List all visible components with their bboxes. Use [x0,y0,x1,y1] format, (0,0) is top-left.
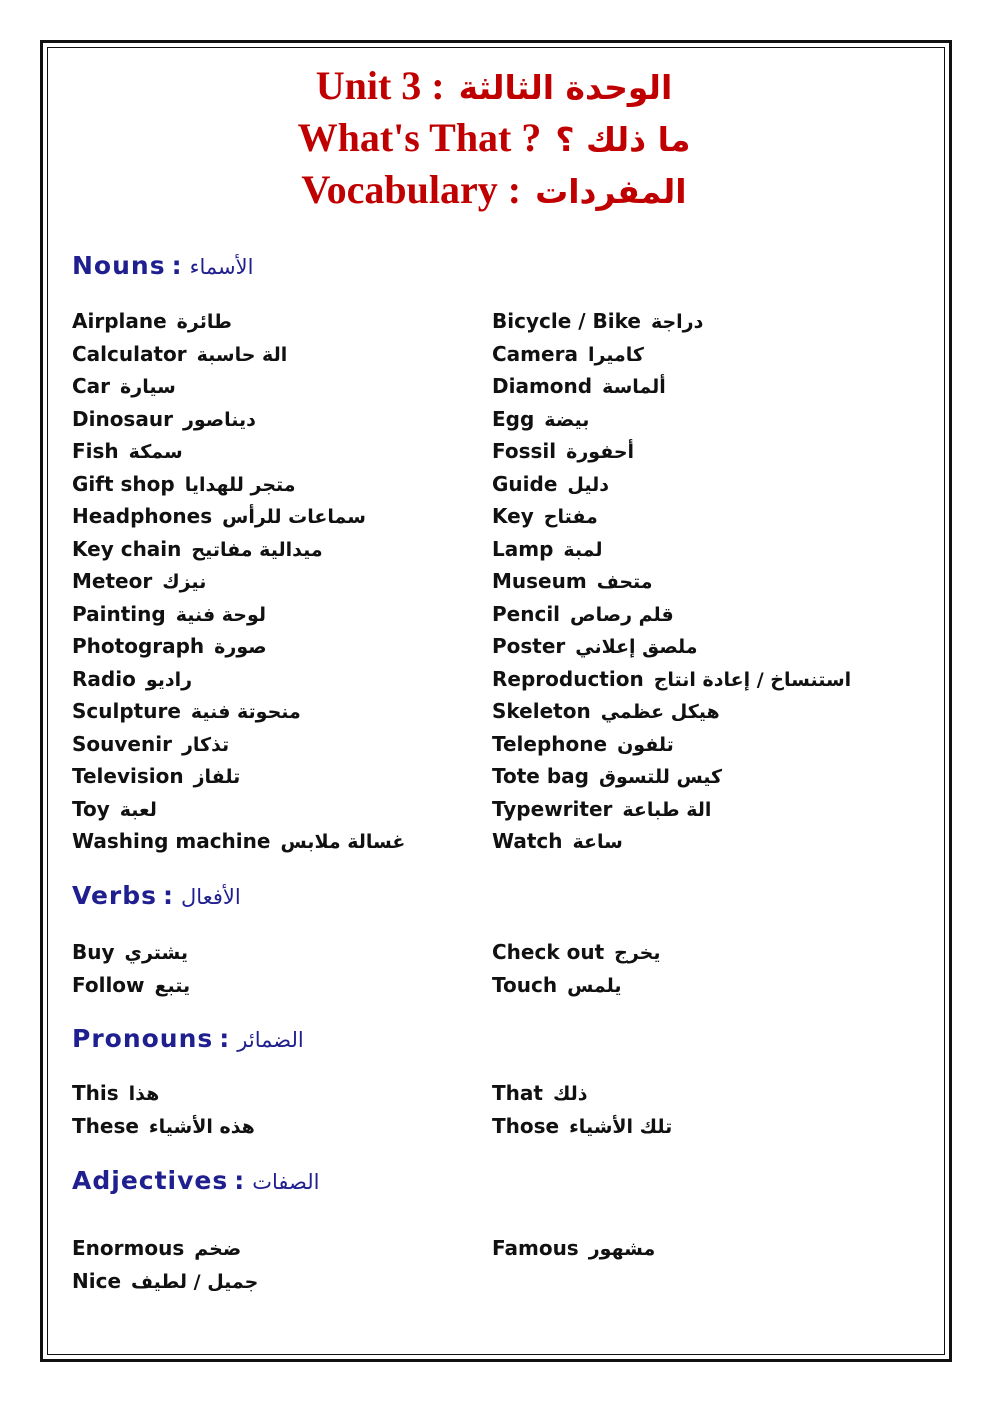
vocab-row [492,533,851,566]
vocab-word-en: Bicycle / Bike [492,309,641,333]
vocab-word-ar: الة طباعة [622,798,712,821]
vocab-word-en: Guide [492,471,558,496]
vocab-word-ar: صورة [214,636,267,658]
title-vocabulary-ar: المفردات [535,172,687,211]
vocab-word-en: Car [72,374,111,398]
vocab-row [72,760,405,793]
vocab-word-ar: بيضة [544,408,590,431]
vocab-word-ar: تلفون [617,733,674,756]
vocab-word-en: These [72,1113,139,1138]
title-unit-ar: الوحدة الثالثة [458,68,673,107]
vocab-word-en: Radio [72,666,136,691]
vocab-word-ar: ديناصور [182,408,256,431]
vocab-word-ar: هيكل عظمي [600,701,720,723]
vocab-word-ar: الة حاسبة [196,343,288,366]
title-line-whats-that [0,112,992,166]
vocab-word-en: Airplane [72,309,167,333]
heading-pronouns-ar: الضمائر [237,1028,304,1052]
vocab-word-ar: ذلك [552,1083,588,1105]
title-line-vocabulary [0,164,992,218]
vocab-word-ar: ساعة [572,831,623,853]
vocab-row [72,825,405,858]
vocab-row [492,338,851,371]
vocab-word-ar: كاميرا [587,343,644,366]
vocab-word-ar: يخرج [614,942,661,964]
vocab-word-en: Dinosaur [72,406,173,431]
vocab-row [492,598,851,631]
vocab-row [492,1110,672,1143]
vocab-row [492,370,851,403]
vocab-word-en: Gift shop [72,471,175,496]
vocab-word-en: Toy [72,796,110,821]
vocab-row [492,1232,655,1265]
section-heading-nouns: Nouns : الأسماء [72,251,254,280]
vocab-word-ar: ميدالية مفاتيح [191,538,323,561]
nouns-left-column [72,305,405,858]
vocab-word-en: Headphones [72,504,213,528]
title-unit-en: Unit 3 : [315,63,445,108]
section-heading-verbs: Verbs : الأفعال [72,881,241,910]
vocab-row [72,468,405,501]
vocab-word-en: Pencil [492,601,561,626]
vocab-row [72,793,405,826]
vocab-word-en: Calculator [72,341,187,366]
vocab-word-en: Museum [492,569,587,593]
vocab-word-ar: سماعات للرأس [222,506,366,528]
title-line-unit [0,60,992,114]
vocab-word-en: Typewriter [492,796,613,821]
vocab-word-ar: متجر للهدايا [184,473,296,496]
title-whats-that-en: What's That ? [297,115,542,160]
vocab-word-en: Tote bag [492,764,589,788]
heading-pronouns-en: Pronouns [72,1024,214,1053]
vocab-word-ar: تلفاز [193,766,241,788]
vocab-row [72,1232,258,1265]
vocab-word-ar: سمكة [128,441,183,463]
vocab-word-ar: مفتاح [543,506,598,528]
heading-nouns-en: Nouns [72,251,166,280]
vocab-word-ar: ملصق إعلاني [575,636,698,658]
vocab-row [492,468,851,501]
heading-adjectives-ar: الصفات [252,1170,320,1194]
vocab-row [72,370,405,403]
vocab-word-ar: دراجة [650,311,704,333]
vocab-word-en: Telephone [492,731,608,756]
vocab-row [72,435,405,468]
heading-verbs-ar: الأفعال [181,885,241,909]
vocab-word-en: Egg [492,406,535,431]
title-whats-that-ar: ما ذلك ؟ [555,120,691,159]
heading-adjectives-en: Adjectives [72,1166,229,1195]
vocab-word-ar: لعبة [119,798,157,821]
vocab-row [492,500,851,533]
vocab-word-ar: غسالة ملابس [280,831,406,853]
vocab-row [72,936,190,969]
vocab-row [492,969,660,1002]
nouns-right-column [492,305,851,858]
vocab-word-ar: ألماسة [602,376,666,398]
vocab-row [72,533,405,566]
vocab-row [72,663,405,696]
vocab-row [492,825,851,858]
vocab-row [72,728,405,761]
vocab-word-ar: سيارة [120,376,176,398]
vocab-word-ar: يتبع [154,974,191,997]
vocab-word-en: Nice [72,1268,122,1293]
vocab-word-en: Follow [72,972,145,997]
vocab-word-ar: طائرة [176,311,232,333]
vocab-row [492,565,851,598]
vocab-word-ar: جميل / لطيف [131,1270,259,1293]
vocab-word-en: Key chain [72,536,182,561]
vocab-word-ar: قلم رصاص [570,603,674,626]
vocab-word-en: Touch [492,972,558,997]
vocab-word-en: Fish [72,439,119,463]
vocab-row [72,630,405,663]
vocab-row [72,1265,258,1298]
vocab-word-en: Skeleton [492,699,591,723]
vocab-word-ar: هذه الأشياء [148,1115,255,1138]
section-heading-adjectives: Adjectives : الصفات [72,1166,320,1195]
vocab-word-ar: استنساخ / إعادة انتاج [653,668,852,691]
vocab-word-ar: يلمس [567,974,622,997]
vocab-word-ar: دليل [567,473,609,496]
vocab-word-ar: كيس للتسوق [598,766,723,788]
vocab-word-en: Photograph [72,634,205,658]
adjectives-right-column [492,1232,655,1265]
vocab-word-ar: يشتري [124,942,188,964]
pronouns-left-column [72,1077,255,1142]
vocab-row [492,403,851,436]
vocab-word-en: Camera [492,341,578,366]
adjectives-left-column [72,1232,258,1297]
vocab-row [72,500,405,533]
vocab-word-ar: هذا [128,1083,160,1105]
vocab-word-ar: راديو [145,668,193,691]
vocab-word-en: Check out [492,940,605,964]
vocab-word-en: Key [492,504,534,528]
vocab-row [492,1077,672,1110]
vocab-word-en: That [492,1081,543,1105]
vocab-row [72,1077,255,1110]
verbs-left-column [72,936,190,1001]
vocab-word-ar: تذكار [181,733,230,756]
vocab-word-en: Watch [492,829,563,853]
vocab-word-en: Washing machine [72,829,271,853]
vocab-word-en: Sculpture [72,699,181,723]
vocab-word-en: Reproduction [492,666,644,691]
vocab-word-en: Fossil [492,439,557,463]
vocab-row [492,728,851,761]
vocab-row [72,305,405,338]
vocab-row [72,695,405,728]
vocab-word-ar: نيزك [162,571,207,593]
vocab-word-en: This [72,1081,119,1105]
vocab-word-en: Famous [492,1236,579,1260]
vocab-word-en: Souvenir [72,731,172,756]
vocab-word-ar: مشهور [588,1238,656,1260]
vocab-word-en: Lamp [492,536,554,561]
vocab-word-ar: لوحة فنية [175,603,267,626]
vocab-word-ar: منحوتة فنية [190,701,301,723]
section-heading-pronouns: Pronouns : الضمائر [72,1024,304,1053]
vocab-row [492,305,851,338]
vocab-word-ar: متحف [596,571,653,593]
vocab-row [72,969,190,1002]
vocab-row [72,598,405,631]
vocab-word-ar: أحفورة [566,441,635,463]
vocab-word-en: Meteor [72,569,153,593]
vocab-row [492,760,851,793]
vocab-row [72,403,405,436]
vocab-word-en: Poster [492,634,566,658]
vocab-word-en: Diamond [492,374,593,398]
vocab-word-ar: تلك الأشياء [569,1115,673,1138]
vocab-word-en: Television [72,764,184,788]
verbs-right-column [492,936,660,1001]
vocab-row [72,338,405,371]
vocab-word-en: Painting [72,601,166,626]
vocab-word-en: Those [492,1113,560,1138]
vocab-row [72,565,405,598]
title-vocabulary-en: Vocabulary : [301,167,522,212]
pronouns-right-column [492,1077,672,1142]
heading-nouns-ar: الأسماء [189,255,254,279]
vocab-word-en: Buy [72,940,115,964]
vocab-row [492,936,660,969]
vocab-row [492,793,851,826]
vocab-word-ar: لمبة [563,538,603,561]
vocab-row [492,663,851,696]
vocab-row [492,695,851,728]
heading-verbs-en: Verbs [72,881,158,910]
vocab-row [492,435,851,468]
vocab-row [72,1110,255,1143]
vocab-row [492,630,851,663]
vocab-word-ar: ضخم [194,1238,242,1260]
vocab-word-en: Enormous [72,1236,185,1260]
